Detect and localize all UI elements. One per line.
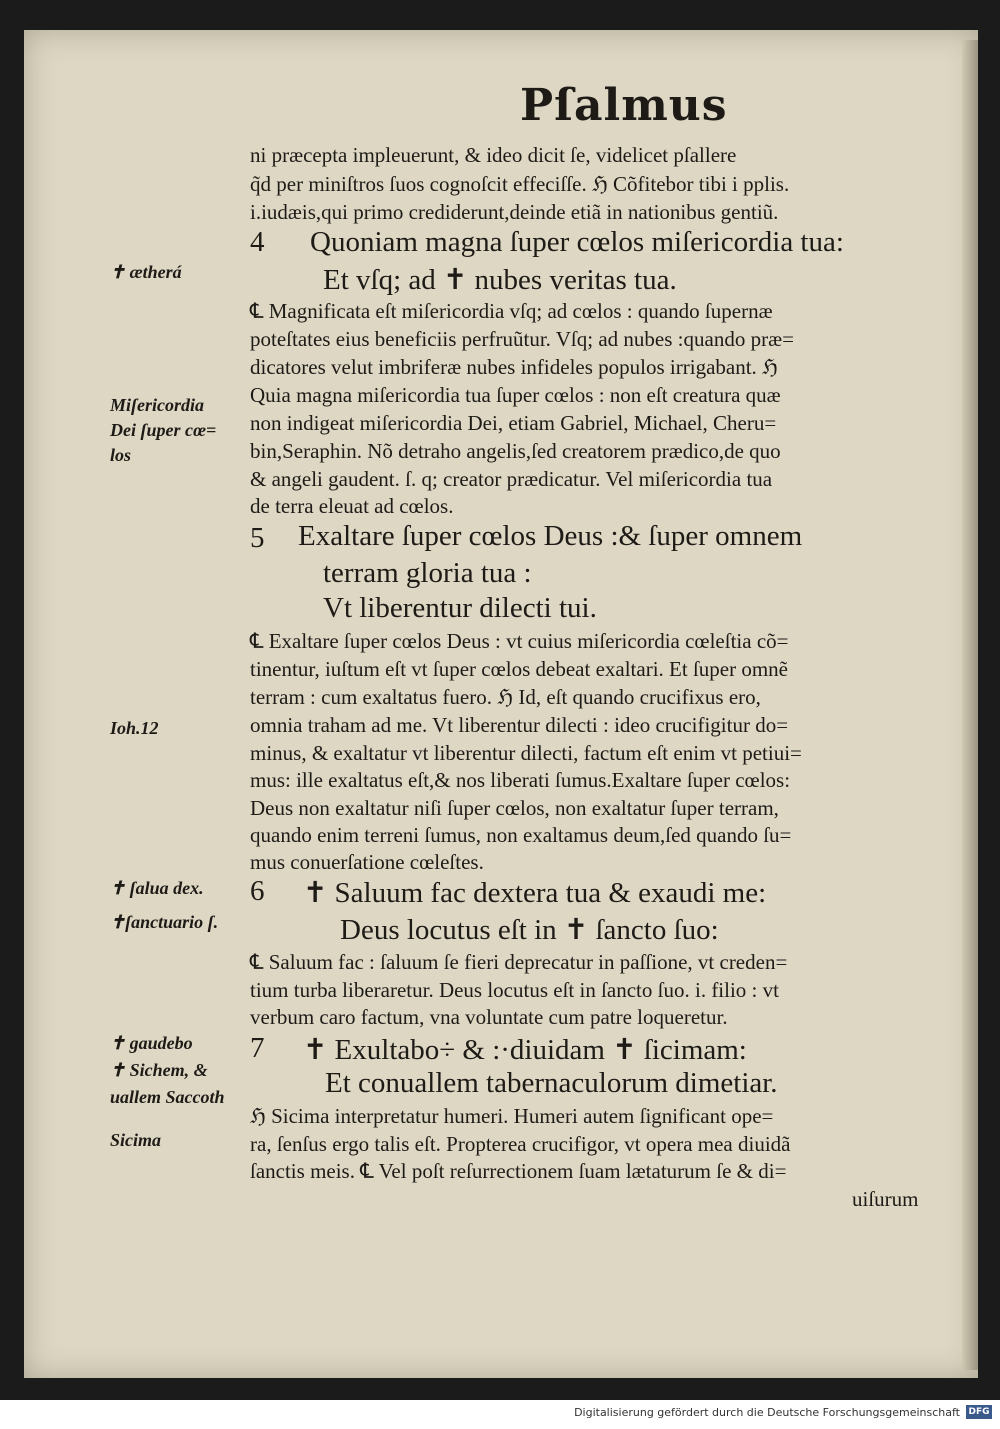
text-line: q̃d per miniſtros ſuos cognoſcit effeciſſe. ℌ Cõfitebor tibi i pplis. [250,172,790,196]
psalm-verse-line: Deus locutus eſt in ✝ ſancto ſuo: [340,914,719,946]
text-line: ſanctis meis. ℄ Vel poſt reſurrectionem ſuam lætaturum ſe & di= [250,1159,787,1183]
text-line: poteſtates eius beneficiis perfruũtur. Vſq; ad nubes :quando præ= [250,327,794,351]
margin-note: Ioh.12 [110,718,159,738]
margin-note: ✝ gaudebo [110,1033,193,1053]
psalm-verse-line: Vt liberentur dilecti tui. [323,592,597,624]
text-line: non indigeat miſericordia Dei, etiam Gabriel, Michael, Cheru= [250,411,777,435]
verse-number: 4 [250,226,265,258]
text-line: verbum caro factum, vna voluntate cum patre loqueretur. [250,1005,728,1029]
text-line: omnia traham ad me. Vt liberentur dilecti : ideo crucifigitur do= [250,713,789,737]
text-line: quando enim terreni ſumus, non exaltamus deum,ſed quando ſu= [250,823,792,847]
margin-note: ✝ ætherá [110,262,182,282]
text-line: Quia magna miſericordia tua ſuper cœlos : non eſt creatura quæ [250,383,781,407]
text-line: ℄ Exaltare ſuper cœlos Deus : vt cuius miſericordia cœleſtia cõ= [250,629,789,653]
page-title: Pſalmus [520,80,728,131]
text-line: mus: ille exaltatus eſt,& nos liberati ſumus.Exaltare ſuper cœlos: [250,768,791,792]
verse-number: 5 [250,522,265,554]
text-line: ℄ Magnificata eſt miſericordia vſq; ad cœlos : quando ſupernæ [250,299,773,323]
text-line: terram : cum exaltatus fuero. ℌ Id, eſt quando crucifixus ero, [250,685,761,709]
text-line: mus conuerſatione cœleſtes. [250,850,484,874]
verse-number: 7 [250,1032,265,1064]
margin-note: ✝ ſalua dex. [110,878,204,898]
text-line: minus, & exaltatur vt liberentur dilecti, factum eſt enim vt petiui= [250,741,802,765]
text-line: ℄ Saluum fac : ſaluum ſe fieri deprecatur in paſſione, vt creden= [250,950,788,974]
text-line: de terra eleuat ad cœlos. [250,494,454,518]
psalm-verse-line: terram gloria tua : [323,557,532,589]
psalm-verse-line: Exaltare ſuper cœlos Deus :& ſuper omnem [298,520,803,552]
text-line: ℌ Sicima interpretatur humeri. Humeri autem ſignificant ope= [250,1104,774,1128]
catchword: uiſurum [852,1187,919,1211]
margin-note: uallem Saccoth [110,1087,225,1107]
text-line: ra, ſenſus ergo talis eſt. Propterea crucifigor, vt opera mea diuidã [250,1132,791,1156]
text-line: Deus non exaltatur niſi ſuper cœlos, non exaltatur ſuper terram, [250,796,779,820]
margin-note: Miſericordia [110,395,204,415]
funding-credit: Digitalisierung gefördert durch die Deutsche Forschungsgemeinschaft [574,1406,960,1419]
psalm-verse-line: Et vſq; ad ✝ nubes veritas tua. [323,264,677,296]
text-line: dicatores velut imbriferæ nubes infideles populos irrigabant. ℌ [250,355,778,379]
margin-note: los [110,445,132,465]
text-line: tium turba liberaretur. Deus locutus eſt in ſancto ſuo. i. filio : vt [250,978,779,1002]
psalm-verse-line: Et conuallem tabernaculorum dimetiar. [325,1067,778,1099]
psalm-verse-line: Quoniam magna ſuper cœlos miſericordia tua: [310,226,844,258]
text-line: & angeli gaudent. ſ. q; creator prædicatur. Vel miſericordia tua [250,467,773,491]
verse-number: 6 [250,875,265,907]
margin-note: Sicima [110,1130,162,1150]
text-line: bin,Seraphin. Nõ detraho angelis,ſed creatorem prædico,de quo [250,439,781,463]
dfg-logo: DFG [966,1405,992,1419]
text-line: tinentur, iuſtum eſt vt ſuper cœlos debeat exaltari. Et ſuper omnẽ [250,657,789,681]
text-line: i.iudæis,qui primo crediderunt,deinde etiã in nationibus gentiũ. [250,200,779,224]
margin-note: ✝ſanctuario ſ. [110,912,219,932]
text-line: ni præcepta impleuerunt, & ideo dicit ſe, videlicet pſallere [250,143,737,167]
psalm-verse-line: ✝ Saluum fac dextera tua & exaudi me: [303,877,767,909]
footer-bar [0,1400,1000,1429]
margin-note: ✝ Sichem, & [110,1060,208,1080]
psalm-verse-line: ✝ Exultabo÷ & :·diuidam ✝ ſicimam: [303,1034,747,1066]
margin-note: Dei ſuper cœ= [110,420,217,440]
page-edge [962,40,978,1370]
